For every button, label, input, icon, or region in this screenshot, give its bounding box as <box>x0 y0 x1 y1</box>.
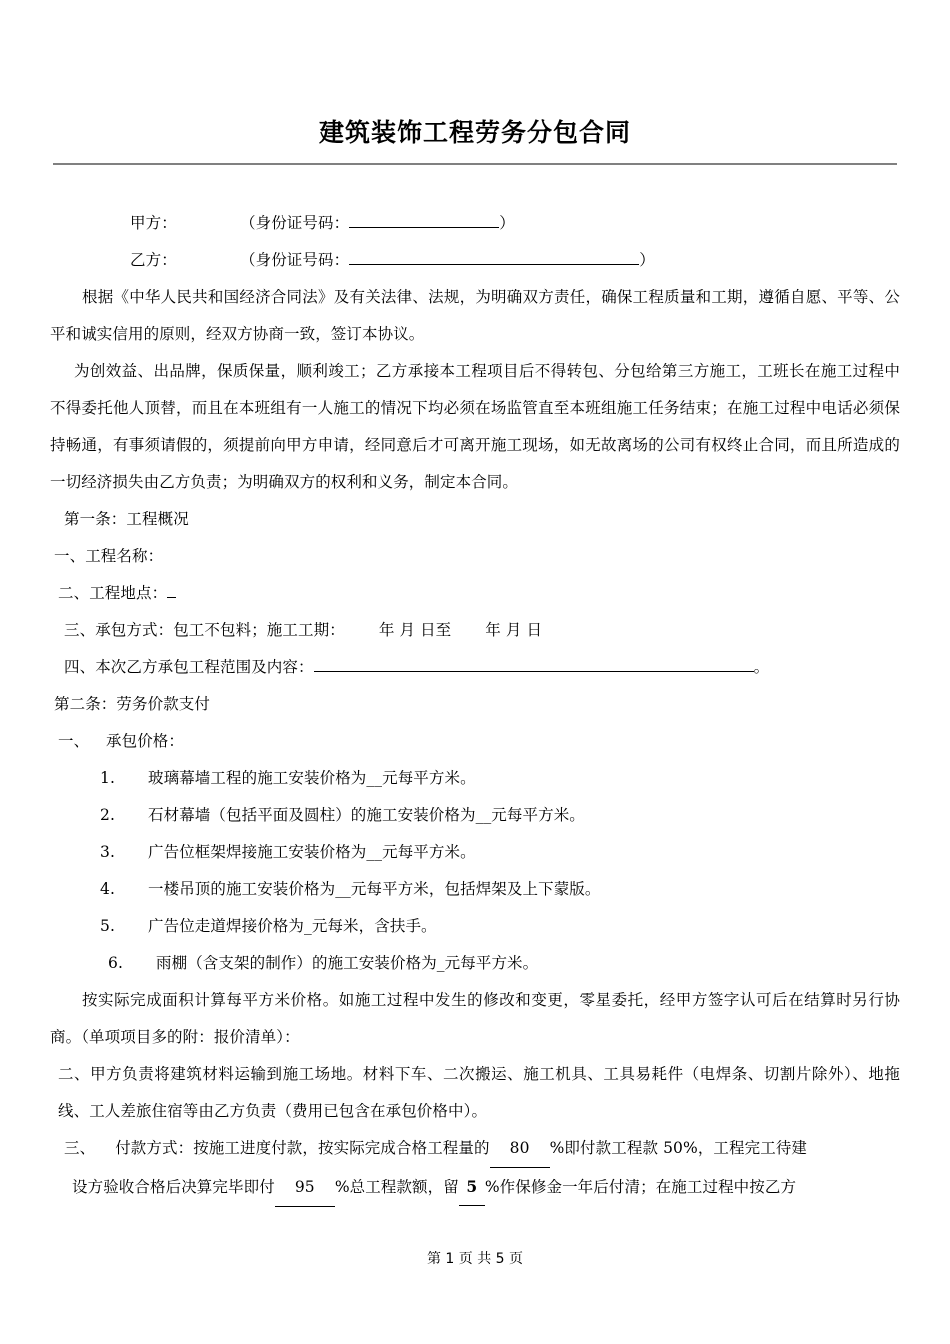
price-item-5 <box>50 908 900 945</box>
party-b-id-blank[interactable] <box>349 264 639 265</box>
price-item-1-text: 玻璃幕墙工程的施工安装价格为__元每平方米。 <box>148 769 476 787</box>
clause-one-item-1 <box>50 538 900 575</box>
party-a-id-suffix: ） <box>499 214 515 232</box>
project-name-label: 一、工程名称： <box>54 547 164 565</box>
page-title: 建筑装饰工程劳务分包合同 <box>318 118 631 147</box>
price-item-4 <box>50 871 900 908</box>
section-one-title: 承包价格： <box>106 732 185 750</box>
price-item-6 <box>50 945 900 982</box>
party-b-label: 乙方： <box>130 251 177 269</box>
price-item-3-number: 3. <box>100 843 115 861</box>
payment-text-4: %总工程款额，留 <box>334 1178 459 1196</box>
payment-label: 三、 <box>64 1139 96 1157</box>
clause-one-heading: 第一条：工程概况 <box>64 510 189 528</box>
party-a-id-blank[interactable] <box>349 227 499 228</box>
payment-text-1: 付款方式：按施工进度付款，按实际完成合格工程量的 <box>115 1139 490 1157</box>
clause-one-item-4 <box>50 649 900 686</box>
clause-two-section-one <box>50 723 900 760</box>
price-note: 按实际完成面积计算每平方米价格。如施工过程中发生的修改和变更，零星委托，经甲方签字认可后在结算时另行协商。（单项项目多的附：报价清单）： <box>50 991 900 1046</box>
price-item-3 <box>50 834 900 871</box>
price-item-2-number: 2. <box>100 806 115 824</box>
clause-one-item-3 <box>50 612 900 649</box>
scope-label: 四、本次乙方承包工程范围及内容： <box>64 658 314 676</box>
party-b-id-suffix: ） <box>639 251 655 269</box>
price-item-2-text: 石材幕墙（包括平面及圆柱）的施工安装价格为__元每平方米。 <box>148 806 585 824</box>
party-a-row <box>50 205 900 242</box>
clause-two-section-three-line-1 <box>50 1130 900 1168</box>
project-location-label: 二、工程地点： <box>58 584 168 602</box>
price-item-3-text: 广告位框架焊接施工安装价格为__元每平方米。 <box>148 843 476 861</box>
date-start-text: 年 月 日至 <box>378 621 452 639</box>
price-item-2 <box>50 797 900 834</box>
price-item-5-number: 5. <box>100 917 115 935</box>
payment-text-5: %作保修金一年后付清；在施工过程中按乙方 <box>484 1178 797 1196</box>
price-item-1-number: 1. <box>100 769 115 787</box>
scope-period: 。 <box>753 658 770 676</box>
price-item-4-text: 一楼吊顶的施工安装价格为__元每平方米，包括焊架及上下蒙版。 <box>148 880 601 898</box>
project-location-blank[interactable] <box>167 597 176 598</box>
progress-percent-value[interactable]: 80 <box>490 1130 550 1168</box>
clause-two-section-two: 二、甲方负责将建筑材料运输到施工场地。材料下车、二次搬运、施工机具、工具易耗件（电焊条、切割片除外）、地拖线、工人差旅住宿等由乙方负责（费用已包含在承包价格中）。 <box>58 1065 900 1120</box>
preamble-paragraph-1: 根据《中华人民共和国经济合同法》及有关法律、法规，为明确双方责任，确保工程质量和工期，遵循自愿、平等、公平和诚实信用的原则，经双方协商一致，签订本协议。 <box>50 288 900 343</box>
party-a-id-prefix: （身份证号码： <box>240 214 350 232</box>
party-b-id-prefix: （身份证号码： <box>240 251 350 269</box>
clause-two-heading: 第二条：劳务价款支付 <box>54 695 211 713</box>
price-item-4-number: 4. <box>100 880 115 898</box>
payment-text-2: %即付款工程款 50%，工程完工待建 <box>549 1139 808 1157</box>
preamble-paragraph-2: 为创效益、出品牌，保质保量，顺利竣工；乙方承接本工程项目后不得转包、分包给第三方施工，工班长在施工过程中不得委托他人顶替，而且在本班组有一人施工的情况下均必须在场监管直至本班组施工任务结束；在施工过程中电话必须保持畅通，有事须请假的，须提前向甲方申请，经同意后才可离开施工现场，如无故离场的公司有权终止合同，而且所造成的一切经济损失由乙方负责；为明确双方的权利和义务，制定本合同。 <box>50 362 900 491</box>
settle-percent-value[interactable]: 95 <box>275 1169 335 1207</box>
payment-text-3: 设方验收合格后决算完毕即付 <box>72 1178 275 1196</box>
retention-percent-value[interactable]: 5 <box>459 1168 485 1206</box>
price-item-5-text: 广告位走道焊接价格为_元每米，含扶手。 <box>148 917 437 935</box>
price-item-1 <box>50 760 900 797</box>
document-body <box>0 205 950 1207</box>
clause-two-section-three-line-2 <box>50 1168 900 1207</box>
clause-one-item-2 <box>50 575 900 612</box>
date-end-text: 年 月 日 <box>485 621 543 639</box>
price-item-6-text: 雨棚（含支架的制作）的施工安装价格为_元每平方米。 <box>156 954 539 972</box>
price-item-6-number: 6. <box>108 954 123 972</box>
contract-method-label: 三、承包方式：包工不包料；施工工期： <box>64 621 345 639</box>
section-one-label: 一、 <box>58 732 90 750</box>
party-b-row <box>50 242 900 279</box>
scope-blank[interactable] <box>314 671 754 672</box>
title-divider <box>53 163 897 165</box>
party-a-label: 甲方： <box>130 214 177 232</box>
page-footer: 第 1 页 共 5 页 <box>426 1251 524 1267</box>
